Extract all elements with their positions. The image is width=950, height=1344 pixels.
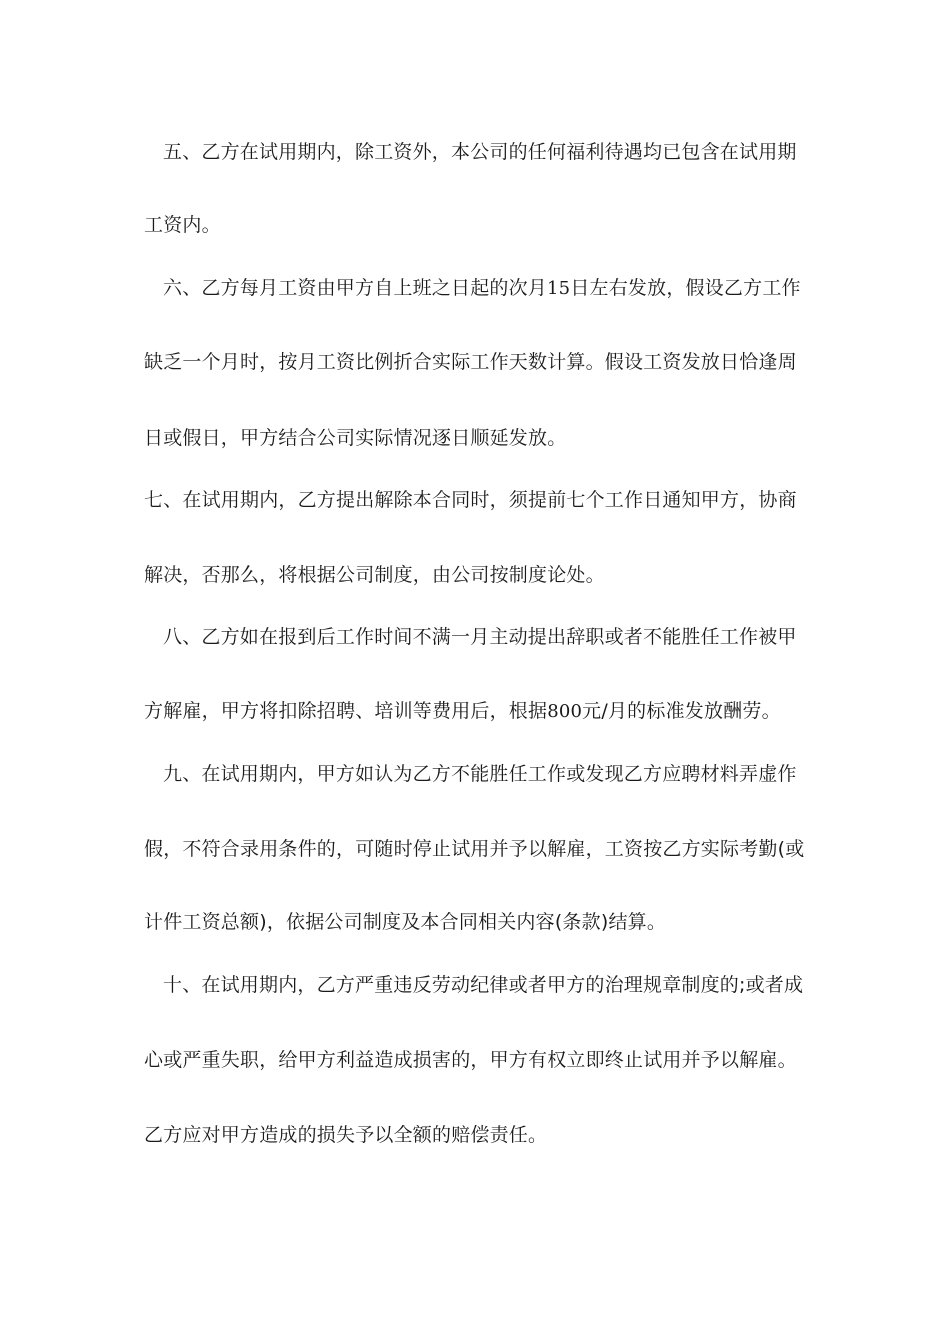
clause-5-line-2: 工资内。 [144,214,221,236]
clause-8-line-2: 方解雇，甲方将扣除招聘、培训等费用后，根据800元/月的标准发放酬劳。 [144,700,781,722]
clause-7-line-2: 解决，否那么，将根据公司制度，由公司按制度论处。 [144,564,605,586]
clause-6-line-1: 六、乙方每月工资由甲方自上班之日起的次月15日左右发放，假设乙方工作 [163,277,801,299]
clause-5-line-1: 五、乙方在试用期内，除工资外，本公司的任何福利待遇均已包含在试用期 [163,141,797,163]
clause-9-line-3: 计件工资总额)，依据公司制度及本合同相关内容(条款)结算。 [144,911,667,933]
clause-8-line-1: 八、乙方如在报到后工作时间不满一月主动提出辞职或者不能胜任工作被甲 [163,626,797,648]
clause-6-line-3: 日或假日，甲方结合公司实际情况逐日顺延发放。 [144,427,567,449]
clause-7-line-1: 七、在试用期内，乙方提出解除本合同时，须提前七个工作日通知甲方，协商 [144,489,797,511]
clause-10-line-3: 乙方应对甲方造成的损失予以全额的赔偿责任。 [144,1124,548,1146]
clause-10-line-1: 十、在试用期内，乙方严重违反劳动纪律或者甲方的治理规章制度的;或者成 [163,974,804,996]
clause-6-line-2: 缺乏一个月时，按月工资比例折合实际工作天数计算。假设工资发放日恰逢周 [144,351,797,373]
clause-9-line-1: 九、在试用期内，甲方如认为乙方不能胜任工作或发现乙方应聘材料弄虚作 [163,763,797,785]
clause-10-line-2: 心或严重失职，给甲方利益造成损害的，甲方有权立即终止试用并予以解雇。 [144,1049,797,1071]
clause-9-line-2: 假，不符合录用条件的，可随时停止试用并予以解雇，工资按乙方实际考勤(或 [144,838,805,860]
